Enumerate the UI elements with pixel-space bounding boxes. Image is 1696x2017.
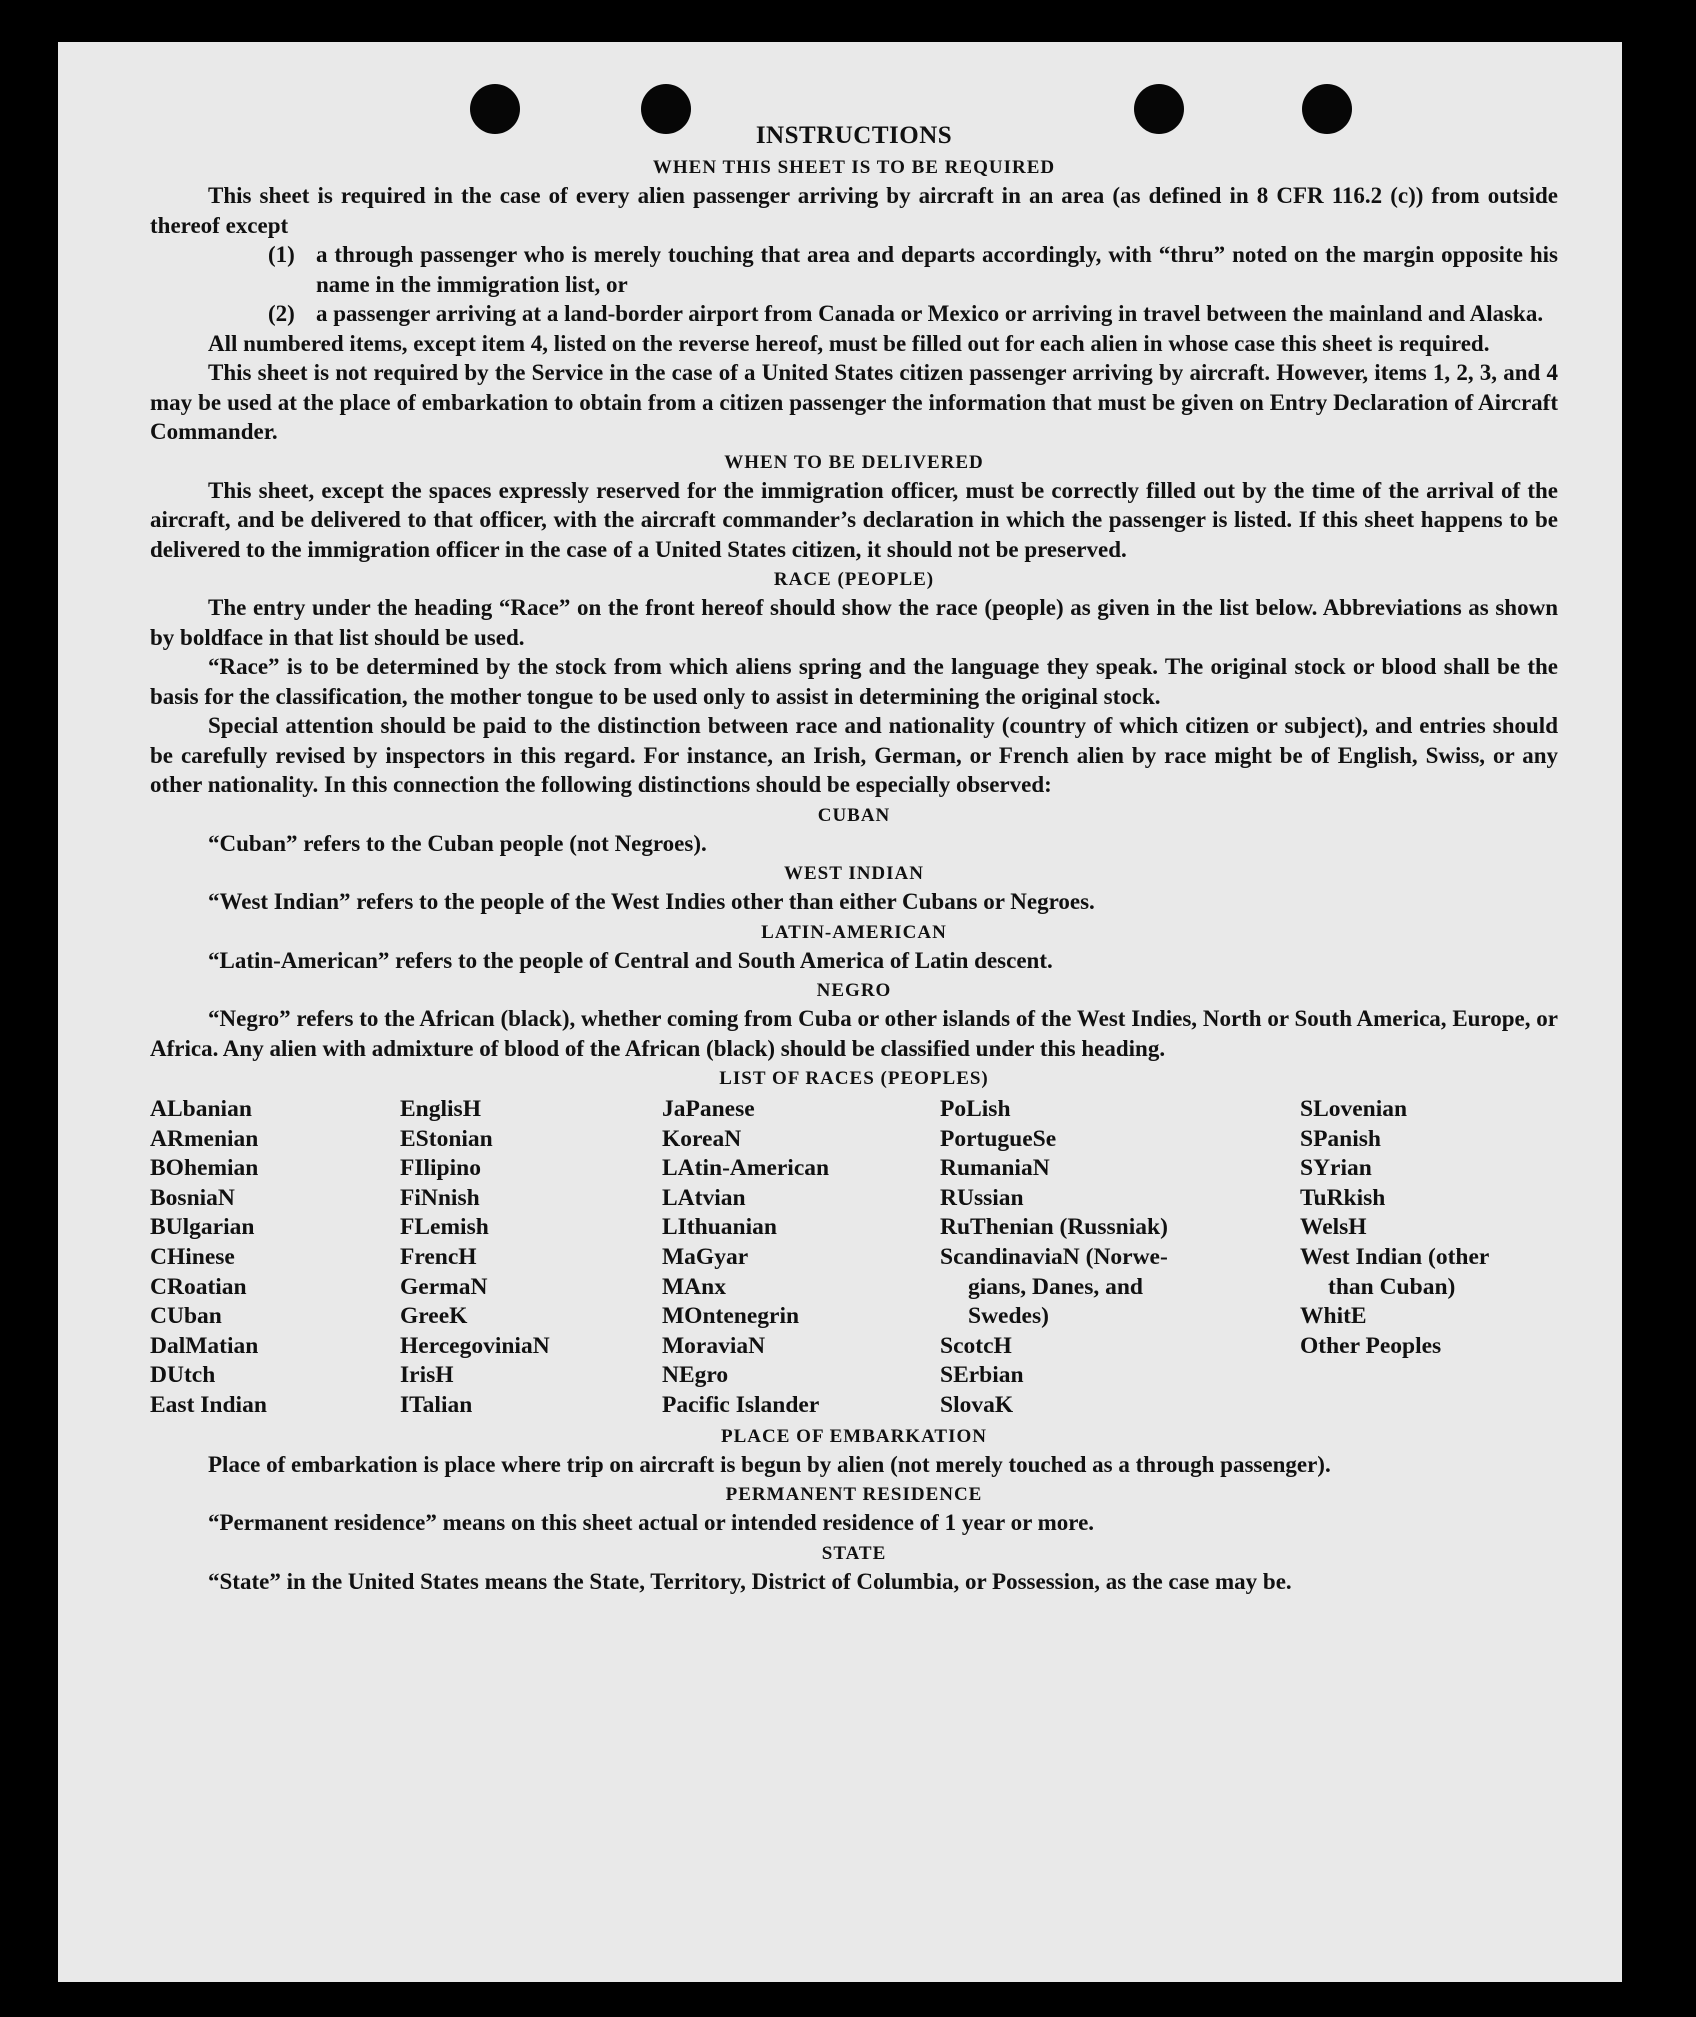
race-entry: ScotcH [940, 1332, 1012, 1359]
race-entry: RUssian [940, 1184, 1024, 1211]
race-column [940, 1095, 1300, 1421]
race-entry: FIlipino [400, 1155, 481, 1182]
paragraph: This sheet is required in the case of every alien passenger arriving by aircraft in an area (as defined in 8 CFR 116.2 (c)) from outside thereof except [150, 183, 1558, 238]
race-entry: JaPanese [662, 1096, 755, 1122]
race-entry: RumaniaN [940, 1155, 1050, 1182]
race-entry: DalMatian [150, 1332, 259, 1359]
race-entry: IrisH [400, 1362, 454, 1389]
race-entry: LAtvian [662, 1184, 746, 1211]
race-entry: BUlgarian [150, 1214, 255, 1241]
section-heading: STATE [821, 1542, 887, 1564]
race-entry: SlovaK [940, 1391, 1014, 1418]
race-entry: MaGyar [662, 1243, 749, 1270]
race-entry: MoraviaN [662, 1332, 766, 1359]
race-entry: ALbanian [150, 1096, 252, 1122]
item-number: (1) [268, 242, 295, 267]
race-entry: NEgro [662, 1362, 729, 1389]
race-entry: SLovenian [1300, 1096, 1408, 1122]
paragraph: “Race” is to be determined by the stock from which aliens spring and the language they speak. The original stock or blood shall be the basis for the classification, the mother tongue to be used only to assist in determining the original stock. [150, 654, 1558, 709]
race-entry: TuRkish [1300, 1184, 1386, 1211]
section-heading: NEGRO [816, 980, 892, 1001]
page-title: INSTRUCTIONS [755, 122, 953, 149]
race-entry: MOntenegrin [662, 1303, 800, 1330]
race-column [662, 1095, 940, 1421]
race-entry: GermaN [400, 1273, 488, 1300]
paragraph: “State” in the United States means the State, Territory, District of Columbia, or Possession, as the case may be. [208, 1568, 1292, 1594]
section-heading: PLACE OF EMBARKATION [721, 1425, 987, 1447]
race-column [150, 1095, 400, 1421]
race-entry: EnglisH [400, 1096, 481, 1122]
race-column [1300, 1095, 1558, 1421]
race-entry: Swedes) [968, 1303, 1049, 1330]
race-list [150, 1095, 1558, 1421]
race-entry: DUtch [150, 1362, 216, 1389]
race-entry: SErbian [940, 1362, 1024, 1389]
race-entry: LIthuanian [662, 1214, 777, 1241]
race-entry: SPanish [1300, 1125, 1381, 1152]
paragraph: This sheet is not required by the Service in the case of a United States citizen passenger arriving by aircraft. However, items 1, 2, 3, and 4 may be used at the place of embarkation to obtain from a citizen passenger the information that must be given on Entry Declaration of Aircraft Commander. [150, 360, 1558, 444]
race-entry: CUban [150, 1303, 222, 1330]
race-entry: KoreaN [662, 1125, 742, 1152]
section-heading: WEST INDIAN [784, 863, 924, 884]
race-entry: FLemish [400, 1214, 489, 1241]
paragraph: Special attention should be paid to the distinction between race and nationality (country of which citizen or subject), and entries should be carefully revised by inspectors in this regard. For instance, an Irish, German, or French alien by race might be of English, Swiss, or any other nationality. In this connection the following distinctions should be especially observed: [150, 713, 1558, 797]
paragraph: All numbered items, except item 4, listed on the reverse hereof, must be filled out for each alien in whose case this sheet is required. [208, 330, 1490, 356]
race-entry: ScandinaviaN (Norwe- [940, 1243, 1168, 1270]
list-item [150, 240, 1558, 299]
paragraph: This sheet, except the spaces expressly reserved for the immigration officer, must be correctly filled out by the time of the arrival of the aircraft, and be delivered to that officer, with the aircraft commander’s declaration in which the passenger is listed. If this sheet happens to be delivered to the immigration officer in the case of a United States citizen, it should not be preserved. [150, 477, 1558, 562]
item-text: a through passenger who is merely touching that area and departs accordingly, with “thru” noted on the margin opposite his name in the immigration list, or [316, 242, 1558, 297]
paragraph: Place of embarkation is place where trip on aircraft is begun by alien (not merely touched as a through passenger). [208, 1451, 1331, 1477]
race-entry: WelsH [1300, 1214, 1367, 1241]
section-heading: WHEN THIS SHEET IS TO BE REQUIRED [652, 157, 1056, 178]
section-heading: WHEN TO BE DELIVERED [724, 451, 984, 473]
race-entry: West Indian (other [1300, 1243, 1490, 1270]
document-page [58, 42, 1622, 1982]
list-item [150, 299, 1558, 329]
race-entry: ARmenian [150, 1125, 259, 1152]
section-heading: LIST OF RACES (PEOPLES) [719, 1068, 989, 1089]
race-entry: MAnx [662, 1273, 726, 1300]
item-text: a passenger arriving at a land-border airport from Canada or Mexico or arriving in travel between the mainland and Alaska. [316, 301, 1544, 326]
race-entry: BosniaN [150, 1184, 235, 1211]
paragraph: “West Indian” refers to the people of the West Indies other than either Cubans or Negroes. [208, 889, 1095, 914]
section-heading: CUBAN [817, 804, 891, 826]
paragraph: The entry under the heading “Race” on the front hereof should show the race (people) as given in the list below. Abbreviations as shown by boldface in that list should be used. [150, 595, 1558, 650]
section-heading: LATIN-AMERICAN [761, 921, 947, 943]
race-entry: PortugueSe [940, 1125, 1057, 1152]
race-entry: Other Peoples [1300, 1332, 1442, 1359]
race-entry: than Cuban) [1328, 1273, 1456, 1300]
section-heading: PERMANENT RESIDENCE [725, 1484, 983, 1506]
instructions-content [150, 120, 1558, 1596]
race-entry: EStonian [400, 1125, 493, 1152]
race-entry: GreeK [400, 1303, 468, 1330]
race-column [400, 1095, 662, 1421]
race-entry: gians, Danes, and [968, 1273, 1143, 1300]
race-entry: WhitE [1300, 1303, 1367, 1330]
race-entry: SYrian [1300, 1155, 1372, 1182]
race-entry: FrencH [400, 1243, 477, 1270]
race-entry: PoLish [940, 1096, 1011, 1122]
item-number: (2) [268, 301, 295, 326]
section-heading: RACE (PEOPLE) [773, 569, 935, 590]
paragraph: “Permanent residence” means on this sheet actual or intended residence of 1 year or more. [208, 1510, 1095, 1536]
paragraph: “Latin-American” refers to the people of Central and South America of Latin descent. [208, 947, 1053, 973]
race-entry: RuThenian (Russniak) [940, 1214, 1168, 1241]
race-entry: FiNnish [400, 1184, 480, 1211]
race-entry: HercegoviniaN [400, 1332, 550, 1359]
race-entry: ITalian [400, 1391, 473, 1418]
race-entry: BOhemian [150, 1155, 259, 1182]
race-entry: East Indian [150, 1391, 267, 1418]
race-entry: CHinese [150, 1243, 235, 1270]
race-entry: Pacific Islander [662, 1391, 820, 1418]
race-entry: CRoatian [150, 1273, 247, 1300]
paragraph: “Negro” refers to the African (black), whether coming from Cuba or other islands of the West Indies, North or South America, Europe, or Africa. Any alien with admixture of blood of the African (black) should be classified under this heading. [150, 1006, 1558, 1061]
paragraph: “Cuban” refers to the Cuban people (not Negroes). [208, 830, 707, 856]
race-entry: LAtin-American [662, 1155, 830, 1182]
